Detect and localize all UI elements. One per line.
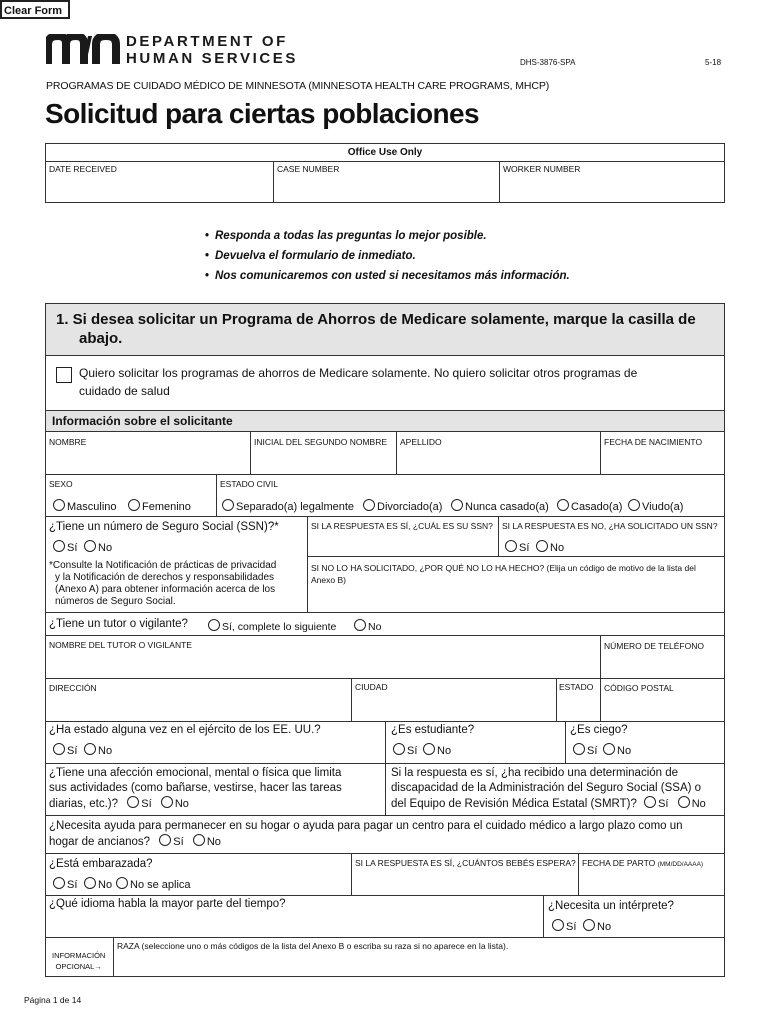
medicare-savings-label-1: Quiero solicitar los programas de ahorros de Medicare solamente. No quiero solicitar otros programas de: [79, 366, 638, 380]
fecha-nacimiento-label: FECHA DE NACIMIENTO: [604, 437, 703, 447]
ssn-question: ¿Tiene un número de Seguro Social (SSN)?*: [49, 521, 279, 533]
date-received-label: DATE RECEIVED: [49, 164, 117, 174]
ciego-question: ¿Es ciego?: [570, 724, 628, 736]
form-date: 5-18: [705, 58, 722, 67]
logo-line1: DEPARTMENT OF: [126, 33, 288, 50]
casado-option[interactable]: Casado(a): [557, 499, 622, 513]
estudiante-si-option[interactable]: Sí: [393, 743, 417, 757]
clear-form-button[interactable]: Clear Form: [0, 0, 70, 19]
office-use-box: [45, 143, 725, 203]
estado-civil-label: ESTADO CIVIL: [220, 479, 278, 489]
nunca-casado-option[interactable]: Nunca casado(a): [451, 499, 549, 513]
embarazada-no-option[interactable]: No: [84, 877, 112, 891]
apellido-label: APELLIDO: [400, 437, 442, 447]
bebes-label: SI LA RESPUESTA ES SÍ, ¿CUÁNTOS BEBÉS ESPERA?: [355, 858, 576, 868]
afeccion-question: ¿Tiene una afección emocional, mental o física que limita sus actividades (como bañarse, vestirse, hacer las tareas diarias, etc.)? Sí No: [49, 767, 342, 810]
consulte-note: *Consulte la Notificación de prácticas de privacidad y la Notificación de derechos y responsabilidades (Anexo A) para obtener información acerca de los números de Seguro Social.: [49, 560, 277, 607]
tutor-no-option[interactable]: No: [354, 619, 381, 633]
applicant-info-heading: Información sobre el solicitante: [52, 414, 233, 428]
ssn-si-option[interactable]: Sí: [53, 540, 77, 554]
no-aplica-option[interactable]: No se aplica: [116, 877, 191, 891]
tutor-si-option[interactable]: Sí, complete lo siguiente: [208, 619, 336, 633]
ejercito-si-option[interactable]: Sí: [53, 743, 77, 757]
femenino-option[interactable]: Femenino: [128, 499, 191, 513]
separado-option[interactable]: Separado(a) legalmente: [222, 499, 354, 513]
ayuda-no-option[interactable]: No: [193, 836, 221, 848]
programs-heading: PROGRAMAS DE CUIDADO MÉDICO DE MINNESOTA (MINNESOTA HEALTH CARE PROGRAMS, MHCP): [46, 80, 550, 92]
inicial-label: INICIAL DEL SEGUNDO NOMBRE: [254, 437, 388, 447]
ejercito-no-option[interactable]: No: [84, 743, 112, 757]
worker-number-label: WORKER NUMBER: [503, 164, 581, 174]
fecha-parto-label: FECHA DE PARTO (MM/DD/AAAA): [582, 858, 704, 868]
page-footer: Página 1 de 14: [24, 995, 82, 1005]
idioma-question: ¿Qué idioma habla la mayor parte del tiempo?: [49, 898, 286, 910]
section-1-heading: [46, 304, 724, 356]
dhs-logo-icon: [46, 34, 120, 66]
nombre-label: NOMBRE: [49, 437, 87, 447]
applied-si-option[interactable]: Sí: [505, 540, 529, 554]
ciego-si-option[interactable]: Sí: [573, 743, 597, 757]
determinacion-no-option[interactable]: No: [678, 798, 706, 810]
nombre-tutor-label: NOMBRE DEL TUTOR O VIGILANTE: [49, 640, 192, 650]
determinacion-si-option[interactable]: Sí: [644, 798, 668, 810]
divorciado-option[interactable]: Divorciado(a): [363, 499, 442, 513]
worker-number-field[interactable]: [500, 161, 724, 202]
codigo-postal-label: CÓDIGO POSTAL: [604, 683, 674, 693]
afeccion-no-option[interactable]: No: [161, 798, 189, 810]
logo-text: [126, 33, 298, 67]
section-1-heading-line2: abajo.: [79, 330, 123, 347]
medicare-savings-label-2: cuidado de salud: [79, 384, 170, 398]
telefono-label: NÚMERO DE TELÉFONO: [604, 641, 704, 651]
case-number-field[interactable]: [274, 161, 500, 202]
masculino-option[interactable]: Masculino: [53, 499, 117, 513]
direccion-label: DIRECCIÓN: [49, 683, 97, 693]
instruction-item: • Responda a todas las preguntas lo mejor posible.: [205, 226, 570, 246]
embarazada-si-option[interactable]: Sí: [53, 877, 77, 891]
office-use-header: Office Use Only: [46, 144, 724, 162]
ssn-no-label: SI LA RESPUESTA ES NO, ¿HA SOLICITADO UN SSN?: [502, 521, 718, 531]
logo-line2: HUMAN SERVICES: [126, 50, 298, 67]
form-number: DHS-3876-SPA: [520, 58, 576, 67]
ssn-yes-label: SI LA RESPUESTA ES SÍ, ¿CUÁL ES SU SSN?: [311, 521, 493, 531]
interprete-si-option[interactable]: Sí: [552, 919, 576, 933]
section-1-heading-line1: 1. Si desea solicitar un Programa de Ahorros de Medicare solamente, marque la casilla de: [56, 311, 696, 328]
info-opcional-label: INFORMACIÓN OPCIONAL→: [52, 951, 106, 971]
estudiante-question: ¿Es estudiante?: [391, 724, 475, 736]
instruction-item: • Devuelva el formulario de inmediato.: [205, 246, 570, 266]
ayuda-si-option[interactable]: Sí: [159, 836, 183, 848]
estado-label: ESTADO: [559, 682, 594, 692]
ciego-no-option[interactable]: No: [603, 743, 631, 757]
no-solicitado-label: SI NO LO HA SOLICITADO, ¿POR QUÉ NO LO HA HECHO? (Elija un código de motivo de la lista del Anexo B): [311, 563, 696, 585]
raza-label: RAZA (seleccione uno o más códigos de la lista del Anexo B o escriba su raza si no aparece en la lista).: [117, 941, 509, 951]
instructions-list: [205, 226, 570, 286]
viudo-option[interactable]: Viudo(a): [628, 499, 683, 513]
embarazada-question: ¿Está embarazada?: [49, 858, 153, 870]
page-title: Solicitud para ciertas poblaciones: [45, 98, 479, 129]
sexo-label: SEXO: [49, 479, 73, 489]
medicare-savings-checkbox[interactable]: [56, 367, 72, 383]
ejercito-question: ¿Ha estado alguna vez en el ejército de los EE. UU.?: [49, 724, 321, 736]
interprete-question: ¿Necesita un intérprete?: [548, 900, 674, 912]
interprete-no-option[interactable]: No: [583, 919, 611, 933]
estudiante-no-option[interactable]: No: [423, 743, 451, 757]
determinacion-question: Si la respuesta es sí, ¿ha recibido una determinación de discapacidad de la Administración del Seguro Social (SSA) o del Equipo de Revisión Médica Estatal (SMRT)? Sí No: [391, 767, 706, 810]
ayuda-question: ¿Necesita ayuda para permanecer en su hogar o ayuda para pagar un centro para el cuidado médico a largo plazo como un hogar de ancianos? Sí No: [49, 820, 683, 848]
ciudad-label: CIUDAD: [355, 682, 388, 692]
afeccion-si-option[interactable]: Sí: [127, 798, 151, 810]
tutor-question: ¿Tiene un tutor o vigilante?: [49, 618, 188, 630]
applied-no-option[interactable]: No: [536, 540, 564, 554]
date-received-field[interactable]: [46, 161, 274, 202]
section-1: [45, 303, 725, 977]
instruction-item: • Nos comunicaremos con usted si necesitamos más información.: [205, 266, 570, 286]
ssn-no-option[interactable]: No: [84, 540, 112, 554]
case-number-label: CASE NUMBER: [277, 164, 340, 174]
